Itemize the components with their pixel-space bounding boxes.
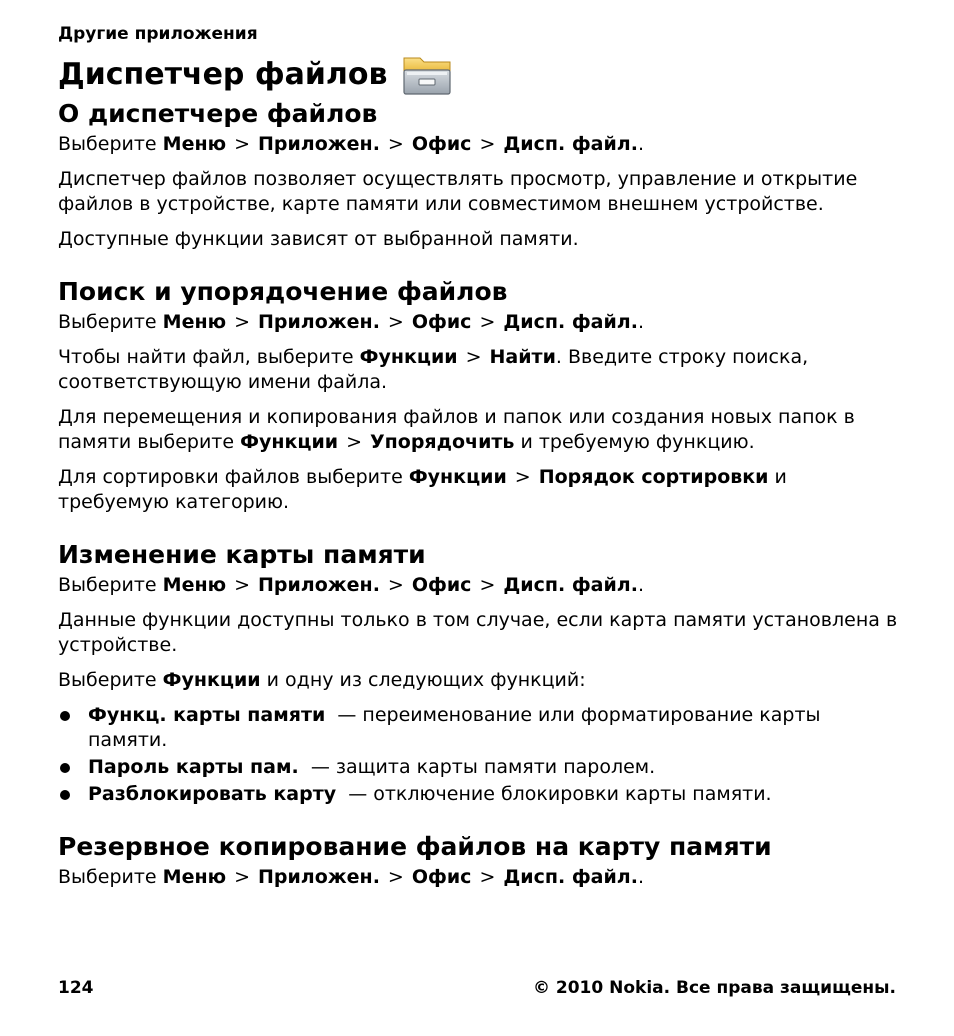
about-paragraph-1: Диспетчер файлов позволяет осуществлять просмотр, управление и открытие файлов в устройстве, карте памяти или совместимом внешнем устройстве. (58, 168, 858, 215)
running-head: Другие приложения (58, 24, 258, 44)
list-item: Пароль карты пам. — защита карты памяти паролем. (58, 755, 898, 780)
bullet-icon (60, 711, 70, 721)
section-heading-memory-card: Изменение карты памяти (58, 540, 426, 569)
page-content (58, 22, 898, 900)
memory-paragraph-2: Выберите Функции и одну из следующих функций: (58, 669, 586, 691)
list-item: Функц. карты памяти — переименование или форматирование карты памяти. (58, 703, 898, 753)
bullet-icon (60, 790, 70, 800)
nav-path-2: Выберите Меню > Приложен. > Офис > Дисп. файл.. (58, 311, 644, 333)
file-manager-folder-icon (401, 52, 453, 98)
nav-path-4: Выберите Меню > Приложен. > Офис > Дисп. файл.. (58, 866, 644, 888)
memory-functions-list (58, 703, 898, 807)
search-paragraph-3: Для сортировки файлов выберите Функции > Порядок сортировки и требуемую категорию. (58, 466, 787, 513)
section-heading-backup: Резервное копирование файлов на карту памяти (58, 832, 772, 861)
search-paragraph-2: Для перемещения и копирования файлов и папок или создания новых папок в памяти выберите Функции > Упорядочить и требуемую функцию. (58, 406, 855, 453)
section-heading-search: Поиск и упорядочение файлов (58, 277, 508, 306)
copyright-notice: © 2010 Nokia. Все права защищены. (532, 978, 896, 998)
nav-path-3: Выберите Меню > Приложен. > Офис > Дисп. файл.. (58, 574, 644, 596)
nav-path-1: Выберите Меню > Приложен. > Офис > Дисп. файл.. (58, 133, 644, 155)
search-paragraph-1: Чтобы найти файл, выберите Функции > Найти. Введите строку поиска, соответствующую имени файла. (58, 346, 809, 393)
page-footer (58, 978, 896, 998)
section-heading-about: О диспетчере файлов (58, 99, 378, 128)
about-paragraph-2: Доступные функции зависят от выбранной памяти. (58, 228, 579, 250)
memory-paragraph-1: Данные функции доступны только в том случае, если карта памяти установлена в устройстве. (58, 609, 898, 656)
page-number: 124 (58, 978, 94, 998)
page-title-text: Диспетчер файлов (58, 57, 388, 92)
list-item: Разблокировать карту — отключение блокировки карты памяти. (58, 782, 898, 807)
page-title (58, 52, 898, 98)
bullet-icon (60, 763, 70, 773)
